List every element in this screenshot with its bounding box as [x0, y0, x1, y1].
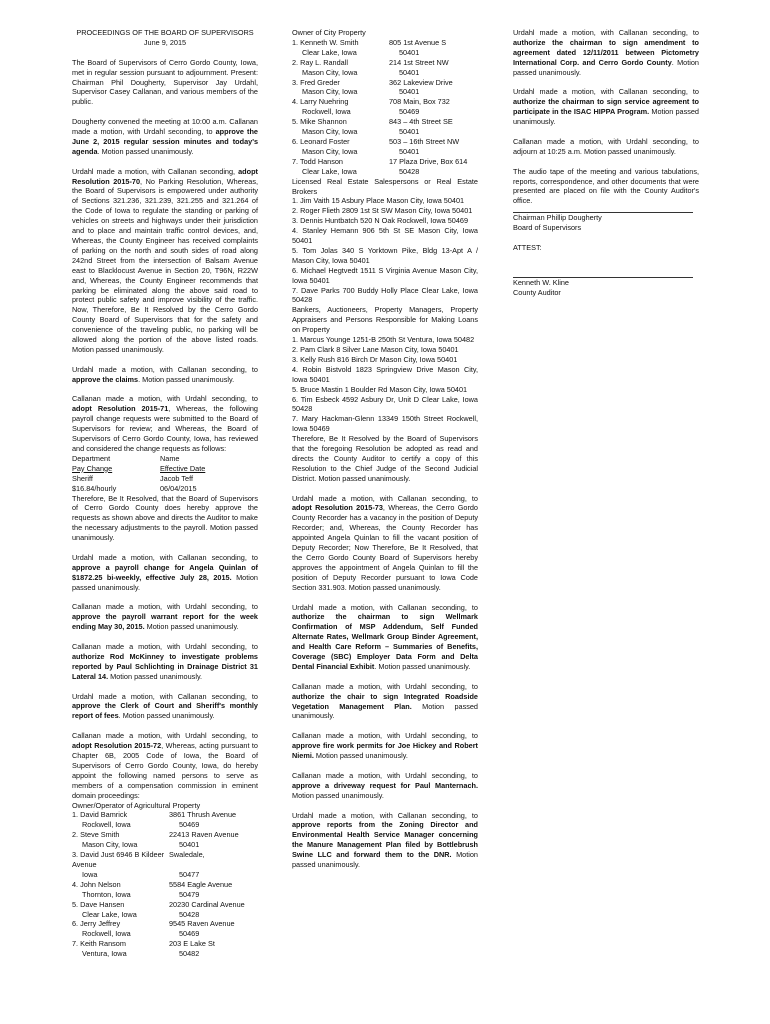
- payroll-table-header: Department Name: [72, 453, 180, 463]
- list-item-city: Clear Lake, Iowa 50428: [82, 909, 200, 919]
- list-item-city: Ventura, Iowa 50482: [82, 949, 200, 959]
- document-date: June 9, 2015: [143, 37, 187, 47]
- paragraph-resolution-71: Callanan made a motion, with Urdahl seconding, to adopt Resolution 2015-71, Whereas, the following payroll change requests were submitted to the Board of Supervisors for review; and Whereas, the Board of Supervisors of Cerro Gordo County, Iowa, has reviewed and considered the change requests as follows: Department Name Pay Change Effective Date Sheriff Jacob Teff $16.84/hourly 06/04/2015 Therefore, Be It Resolved, that the Board of Supervisors of Cerro Gordo County does hereby approve the requests as shown above and directs the Auditor to make the necessary adjustments to the payroll. Motion passed unanimously.: [72, 394, 258, 543]
- list-item-city: Thornton, Iowa 50479: [82, 889, 200, 899]
- payroll-table-row: Sheriff Jacob Teff: [72, 473, 193, 483]
- city-owner-heading: Owner of City Property: [292, 28, 366, 37]
- list-item: 1. David Bamrick 3861 Thrush Avenue: [72, 810, 237, 820]
- list-item-city: Rockwell, Iowa 50469: [82, 929, 200, 939]
- paragraph-resolution-73: Urdahl made a motion, with Callanan seconding, to adopt Resolution 2015-73, Whereas, the Cerro Gordo County Recorder has a vacancy in the position of Deputy Recorder; and, Whereas, the County Recorder has appointed Angela Quinlan to fill the vacant position of Deputy Recorder; Now Therefore, Be It Resolved, that the Cerro Gordo County Board of Supervisors hereby approves the appointment of Angela Quinlan to fill the position of Deputy Recorder pursuant to Iowa Code Section 331.903. Motion passed unanimously.: [292, 493, 478, 592]
- document-title: PROCEEDINGS OF THE BOARD OF SUPERVISORS: [76, 28, 254, 37]
- auditor-title: County Auditor: [513, 287, 561, 297]
- list-item: 7. Mary Hackman-Glenn 13349 150th Street Rockwell, Iowa 50469: [292, 414, 478, 434]
- list-item: 6. Tim Esbeck 4592 Asbury Dr, Unit D Clear Lake, Iowa 50428: [292, 394, 478, 414]
- broker-list: [292, 196, 478, 305]
- list-item: 5. Dave Hansen 20230 Cardinal Avenue: [72, 899, 245, 909]
- list-item: 1. Kenneth W. Smith 805 1st Avenue S: [292, 37, 447, 47]
- list-item-city: Mason City, Iowa 50401: [302, 67, 420, 77]
- paragraph-claims: Urdahl made a motion, with Callanan seconding, to approve the claims. Motion passed unanimously.: [72, 364, 258, 384]
- attest-label: ATTEST:: [513, 242, 542, 252]
- column-2: [292, 28, 478, 880]
- broker-heading: Licensed Real Estate Salespersons or Real Estate Brokers: [292, 176, 478, 196]
- paragraph-pictometry: Urdahl made a motion, with Callanan seconding, to authorize the chairman to sign amendment to agreement dated 12/11/2011 between Pictometry International Corp. and Cerro Gordo County. Motion passed unanimously.: [513, 28, 699, 77]
- list-item: 1. Marcus Younge 1251-B 250th St Ventura, Iowa 50482: [292, 335, 475, 345]
- paragraph-resolution-72-close: Therefore, Be It Resolved by the Board of Supervisors that the foregoing Resolution be adopted as read and directs the County Auditor to certify a copy of this Resolution to the Chief Judge of the Second Judicial District. Motion passed unanimously.: [292, 434, 478, 483]
- list-item: 5. Tom Jolas 340 S Yorktown Pike, Bldg 13-Apt A / Mason City, Iowa 50401: [292, 245, 478, 265]
- list-item-city: Mason City, Iowa 50401: [302, 87, 420, 97]
- paragraph-drainage: Callanan made a motion, with Urdahl seconding, to authorize Rod McKinney to investigate problems reported by Paul Schlichting in Drainage District 31 Lateral 14. Motion passed unanimously.: [72, 642, 258, 681]
- paragraph-payroll-warrant: Callanan made a motion, with Urdahl seconding, to approve the payroll warrant report for the week ending May 30, 2015. Motion passed unanimously.: [72, 602, 258, 632]
- list-item: 3. David Just 6946 B Kildeer Avenue Swaledale,: [72, 850, 205, 869]
- list-item: 4. John Nelson 5584 Eagle Avenue: [72, 879, 233, 889]
- list-item: 7. Todd Hanson 17 Plaza Drive, Box 614: [292, 156, 468, 166]
- paragraph-convene: Dougherty convened the meeting at 10:00 a.m. Callanan made a motion, with Urdahl seconding, to approve the June 2, 2015 regular session minutes and today's agenda. Motion passed unanimously.: [72, 117, 258, 156]
- column-3: [513, 28, 699, 297]
- list-item: 2. Pam Clark 8 Silver Lane Mason City, Iowa 50401: [292, 345, 459, 354]
- paragraph-audio-tape: The audio tape of the meeting and various tabulations, reports, correspondence, and other documents that were presented are placed on file with the County Auditor's office.: [513, 166, 699, 206]
- list-item: 6. Leonard Foster 503 – 16th Street NW: [292, 136, 460, 146]
- paragraph-driveway: Callanan made a motion, with Urdahl seconding, to approve a driveway request for Paul Manternach. Motion passed unanimously.: [292, 770, 478, 800]
- list-item-city: Clear Lake, Iowa 50428: [302, 166, 420, 176]
- list-item-city: Mason City, Iowa 50401: [82, 840, 200, 850]
- city-owner-list: [292, 38, 478, 177]
- list-item: 3. Fred Greder 362 Lakeview Drive: [292, 77, 453, 87]
- paragraph-resolution-70: Urdahl made a motion, with Callanan seconding, adopt Resolution 2015-70, No Parking Resolution, Whereas, the Board of Supervisors is empowered under authority of Sections 321.236, 321.239, 321.255 and 321.264 of the Code of Iowa to regulate the standing or parking of vehicles on streets and highways under their jurisdiction and to place and maintain traffic control devices, and, Whereas, the County Engineer has received complaints of parking on the north and south sides of road along 242nd Street from the intersection of Balsam Avenue east to Blacklocust Avenue in Section 20, T96N, R22W and, Whereas, the County Engineer recommends that parking be eliminated along the above said road to protect public safety and improve visibility of the traffic. Now, Therefore, Be It Resolved by the Cerro Gordo County Board of Supervisors that for the safety and convenience of the traveling public, no parking will be allowed along the portion of the above listed roads. Motion passed unanimously.: [72, 166, 258, 354]
- chairman-name: Chairman Phillip Dougherty: [513, 213, 602, 223]
- list-item: 3. Kelly Rush 816 Birch Dr Mason City, Iowa 50401: [292, 354, 458, 364]
- paragraph-attendance: The Board of Supervisors of Cerro Gordo County, Iowa, met in regular session pursuant to adjournment. Present: Chairman Phil Dougherty, Supervisor Jay Urdahl, Supervisor Casey Callanan, and various members of the public.: [72, 57, 258, 107]
- paragraph-quinlan-payroll: Urdahl made a motion, with Callanan seconding, to approve a payroll change for Angela Quinlan of $1872.25 bi-weekly, effective July 28, 2015. Motion passed unanimously.: [72, 552, 258, 592]
- paragraph-isac: Urdahl made a motion, with Callanan seconding, to authorize the chairman to sign service agreement to participate in the ISAC HIPPA Program. Motion passed unanimously.: [513, 87, 699, 127]
- list-item: 5. Bruce Mastin 1 Boulder Rd Mason City, Iowa 50401: [292, 384, 468, 394]
- list-item: 2. Steve Smith 22413 Raven Avenue: [72, 830, 239, 840]
- list-item-city: Mason City, Iowa 50401: [302, 127, 420, 137]
- list-item: 4. Stanley Hemann 906 5th St SE Mason City, Iowa 50401: [292, 226, 478, 246]
- list-item: 4. Larry Nuehring 708 Main, Box 732: [292, 97, 450, 107]
- list-item-city: Iowa 50477: [82, 869, 200, 879]
- list-item-city: Mason City, Iowa 50401: [302, 146, 420, 156]
- banker-list: [292, 335, 478, 434]
- list-item: 1. Jim Vaith 15 Asbury Place Mason City, Iowa 50401: [292, 196, 465, 206]
- payroll-table-subheader: Pay Change Effective Date: [72, 463, 206, 473]
- owner-list-heading: Owner/Operator of Agricultural Property: [72, 800, 201, 810]
- paragraph-resolution-72: Callanan made a motion, with Urdahl seconding, to adopt Resolution 2015-72, Whereas, acting pursuant to Chapter 6B, 2005 Code of Iowa, the Board of Supervisors of Cerro Gordo County, Iowa, do hereby appoint the following named persons to serve as members of a compensation commission in eminent domain proceedings:: [72, 731, 258, 800]
- paragraph-wellmark: Urdahl made a motion, with Callanan seconding, to authorize the chairman to sign Wellmark Confirmation of MSP Addendum, Self Funded Alternate Rates, Wellmark Group Binder Agreement, and Health Care Reform – Summaries of Benefits, Coverage (SBC) Employer Data Form and Delta Dental Financial Exhibit. Motion passed unanimously.: [292, 602, 478, 671]
- list-item: 6. Michael Hegtvedt 1511 S Virginia Avenue Mason City, Iowa 50401: [292, 265, 478, 285]
- paragraph-adjourn: Callanan made a motion, with Urdahl seconding, to adjourn at 10:25 a.m. Motion passed unanimously.: [513, 136, 699, 156]
- list-item: 2. Ray L. Randall 214 1st Street NW: [292, 57, 449, 67]
- list-item: 3. Dennis Huntbatch 520 N Oak Rockwell, Iowa 50469: [292, 216, 469, 226]
- paragraph-roadside: Callanan made a motion, with Urdahl seconding, to authorize the chair to sign Integrated Roadside Vegetation Management Plan. Motion passed unanimously.: [292, 681, 478, 721]
- owner-list: [72, 810, 258, 959]
- list-item-city: Rockwell, Iowa 50469: [302, 107, 420, 117]
- column-1: [72, 28, 258, 959]
- auditor-name: Kenneth W. Kline: [513, 277, 569, 287]
- paragraph-fireworks: Callanan made a motion, with Urdahl seconding, to approve fire work permits for Joe Hickey and Robert Niemi. Motion passed unanimously.: [292, 731, 478, 761]
- list-item: 5. Mike Shannon 843 – 4th Street SE: [292, 117, 453, 127]
- list-item: 6. Jerry Jeffrey 9545 Raven Avenue: [72, 919, 235, 929]
- list-item: 7. Dave Parks 700 Buddy Holly Place Clear Lake, Iowa 50428: [292, 285, 478, 305]
- paragraph-fees-report: Urdahl made a motion, with Callanan seconding, to approve the Clerk of Court and Sheriff's monthly report of fees. Motion passed unanimously.: [72, 691, 258, 721]
- list-item: 2. Roger Flieth 2809 1st St SW Mason City, Iowa 50401: [292, 206, 473, 216]
- banker-heading: Bankers, Auctioneers, Property Managers, Property Appraisers and Persons Responsible for Making Loans on Property: [292, 305, 478, 335]
- payroll-table-row: $16.84/hourly 06/04/2015: [72, 483, 197, 493]
- list-item: 7. Keith Ransom 203 E Lake St: [72, 939, 215, 949]
- list-item: 4. Robin Bistvold 1823 Springview Drive Mason City, Iowa 50401: [292, 364, 478, 384]
- chairman-title: Board of Supervisors: [513, 223, 582, 233]
- paragraph-manure-plan: Urdahl made a motion, with Callanan seconding, to approve reports from the Zoning Director and Environmental Health Service Manager concerning the Manure Management Plan filed by Bottlebrush Swine LLC and forward them to the DNR. Motion passed unanimously.: [292, 810, 478, 870]
- list-item-city: Rockwell, Iowa 50469: [82, 820, 200, 830]
- list-item-city: Clear Lake, Iowa 50401: [302, 47, 420, 57]
